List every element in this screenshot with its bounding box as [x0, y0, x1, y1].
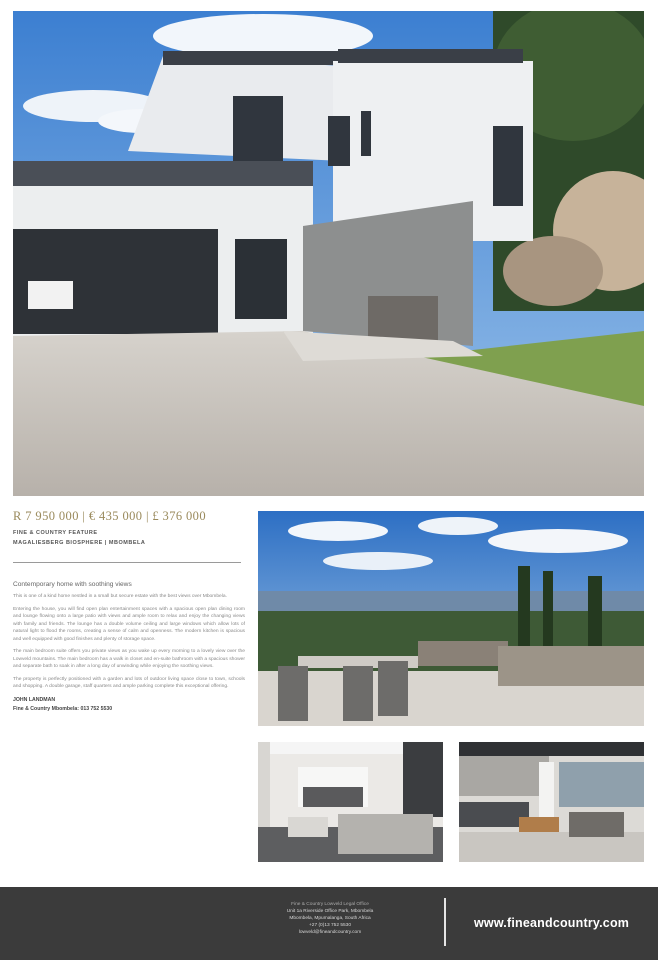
- office-email[interactable]: lowveld@fineandcountry.com: [298, 930, 362, 935]
- footer-divider: [444, 898, 446, 946]
- office-title: Fine & Country Lowveld Legal Office: [291, 902, 369, 907]
- listing-text-column: [13, 509, 245, 712]
- patio-view-photo: [258, 511, 644, 726]
- listing-paragraph-2: Entering the house, you will find open plan entertainment spaces with a spacious open plan dining room and lounge flowing onto a large patio with views and ample room to relax and enjoy the changing views with family and friends. The lounge has a double volume ceiling and large windows which allow lots of natural light to flood the rooms, creating a sense of calm and openness. The modern kitchen is spacious and well equipped with good finishes and plenty of storage space.: [13, 606, 245, 642]
- listing-location: MAGALIESBERG BIOSPHERE | MBOMBELA: [13, 540, 146, 546]
- footer-bar: [0, 887, 658, 960]
- listing-category: FINE & COUNTRY FEATURE: [13, 530, 98, 536]
- address-line-2: Mbombela, Mpumalanga, South Africa: [289, 916, 371, 921]
- address-line-1: Unit 1a Riverside Office Park, Mbombela: [286, 909, 374, 914]
- office-address-block: [240, 901, 420, 936]
- listing-paragraph-1: This is one of a kind home nestled in a small but secure estate with the best views over Mbombela.: [13, 594, 227, 599]
- office-phone: +27 (0)13 752 5530: [308, 923, 351, 928]
- listing-price: R 7 950 000 | € 435 000 | £ 376 000: [13, 509, 206, 523]
- agent-name: JOHN LANDMAN: [13, 696, 56, 703]
- agent-phone: Fine & Country Mbombela: 013 752 5530: [13, 705, 113, 712]
- section-divider: [13, 562, 241, 563]
- listing-paragraph-3: The main bedroom suite offers you private views as you wake up every morning to a lovely view over the Lowveld mountains. The main bedroom has a walk in closet and en-suite bathroom with a spacious shower and separate bath to soak in after a long day of unwinding while enjoying the soothing views.: [13, 649, 245, 669]
- listing-paragraph-4: The property is perfectly positioned with a garden and lots of outdoor living space close to town, schools and shopping. A double garage, staff quarters and ample parking complete this exceptional offering.: [13, 676, 245, 689]
- listing-body-title: Contemporary home with soothing views: [13, 581, 132, 588]
- living-room-photo: [258, 742, 443, 862]
- hero-house-photo: [13, 11, 644, 496]
- kitchen-photo: [459, 742, 644, 862]
- website-link[interactable]: www.fineandcountry.com: [474, 916, 630, 930]
